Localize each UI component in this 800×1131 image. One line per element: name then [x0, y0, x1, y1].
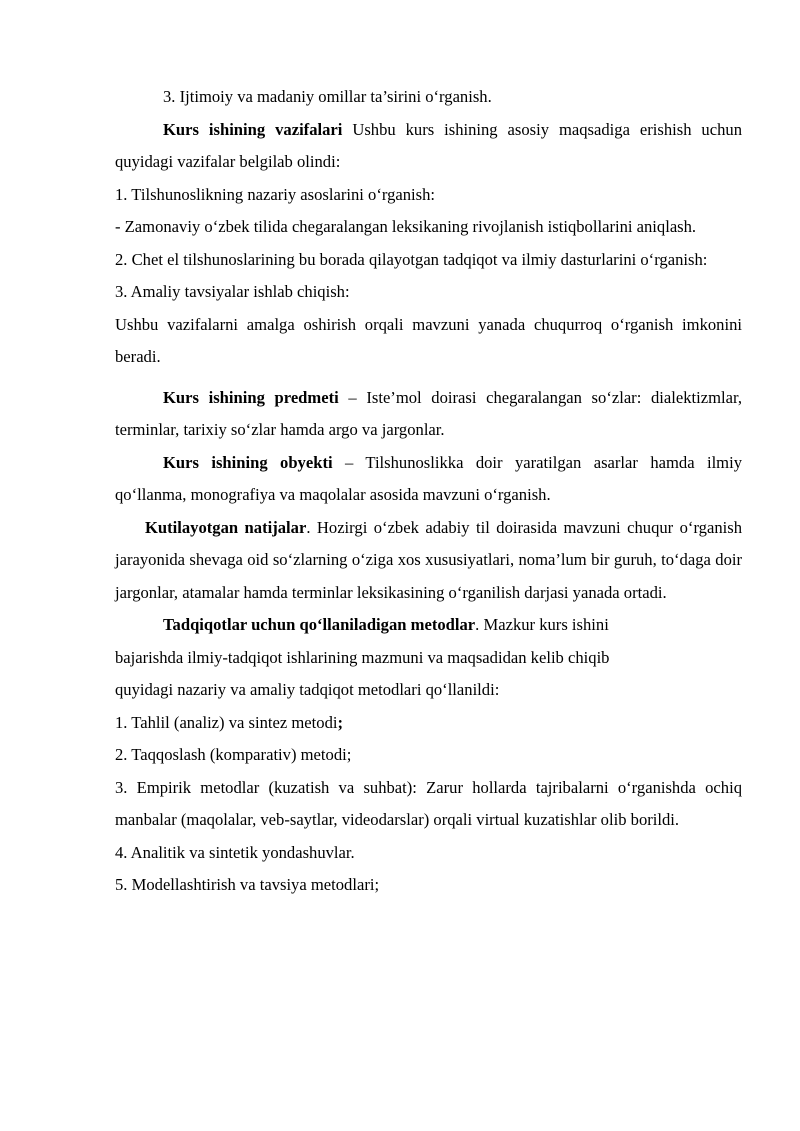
paragraph-text: 5. Modellashtirish va tavsiya metodlari;: [115, 875, 380, 894]
paragraph-tasks: [115, 114, 742, 179]
paragraph-text: 3. Empirik metodlar (kuzatish va suhbat): Zarur hollarda tajribalarni o‘rganishda ochiq manbalar (maqolalar, veb-saytlar, videodarslar) orqali virtual kuzatishlar olib borildi.: [115, 777, 742, 829]
tasks-heading: Kurs ishining vazifalari: [163, 119, 343, 139]
paragraph-text: - Zamonaviy o‘zbek tilida chegaralangan leksikaning rivojlanish istiqbollarini aniqlash.: [115, 217, 697, 236]
paragraph-text: 1. Tahlil (analiz) va sintez metodi: [115, 712, 338, 732]
paragraph-methods-line3: [115, 674, 742, 707]
paragraph-object: [115, 447, 742, 512]
methods-heading: Tadqiqotlar uchun qo‘llaniladigan metodlar: [163, 615, 476, 634]
paragraph-methods-line2: [115, 642, 742, 675]
subject-text: – Iste’mol doirasi chegaralangan so‘zlar: dialektizmlar, terminlar, tarixiy so‘zlar hamda argo va jargonlar.: [115, 387, 742, 439]
list-item-theory: [115, 179, 742, 212]
object-heading: Kurs ishining obyekti: [163, 452, 333, 472]
results-text: . Hozirgi o‘zbek adabiy til doirasida mavzuni chuqur o‘rganish jarayonida shevaga oid so‘zlarning o‘ziga xos xususiyatlari, noma’lum bir guruh, to‘daga doir jargonlar, atamalar hamda terminlar leksikasining o‘rganilish darjasi yanada ortadi.: [115, 517, 742, 602]
list-item-recommendations: [115, 276, 742, 309]
method-item-empirical: [115, 772, 742, 837]
paragraph-text: 3. Amaliy tavsiyalar ishlab chiqish:: [115, 282, 350, 301]
method-item-modelling: [115, 869, 742, 902]
document-page: [115, 81, 742, 902]
paragraph-text: bajarishda ilmiy-tadqiqot ishlarining mazmuni va maqsadidan kelib chiqib: [115, 647, 610, 667]
paragraph-text: Ushbu vazifalarni amalga oshirish orqali mavzuni yanada chuqurroq o‘rganish imkonini beradi.: [115, 314, 742, 366]
subject-heading: Kurs ishining predmeti: [163, 387, 339, 407]
paragraph-methods: [115, 609, 742, 642]
method-item-comparison: [115, 739, 742, 772]
paragraph-text: 4. Analitik va sintetik yondashuvlar.: [115, 842, 355, 862]
paragraph-text: 1. Tilshunoslikning nazariy asoslarini o‘rganish:: [115, 184, 436, 204]
paragraph-text: 3. Ijtimoiy va madaniy omillar ta’sirini o‘rganish.: [163, 87, 492, 106]
paragraph-text: quyidagi nazariy va amaliy tadqiqot metodlari qo‘llanildi:: [115, 680, 500, 699]
list-item-foreign-research: [115, 244, 742, 277]
results-heading: Kutilayotgan natijalar: [145, 517, 307, 537]
list-item-prospects: [115, 211, 742, 244]
paragraph-text: 2. Chet el tilshunoslarining bu borada qilayotgan tadqiqot va ilmiy dasturlarini o‘rganish:: [115, 249, 708, 269]
paragraph-text: 2. Taqqoslash (komparativ) metodi;: [115, 745, 352, 764]
paragraph-social-factors: [115, 81, 742, 114]
bold-semicolon: ;: [337, 712, 344, 732]
method-item-analysis: [115, 707, 742, 740]
object-text: – Tilshunoslikka doir yaratilgan asarlar hamda ilmiy qo‘llanma, monografiya va maqolalar asosida mavzuni o‘rganish.: [115, 452, 742, 504]
methods-text-line1: . Mazkur kurs ishini: [475, 615, 609, 634]
paragraph-expected-results: [115, 512, 742, 610]
tasks-text: Ushbu kurs ishining asosiy maqsadiga erishish uchun quyidagi vazifalar belgilab olindi:: [115, 119, 742, 171]
paragraph-tasks-summary: [115, 309, 742, 374]
paragraph-subject: [115, 382, 742, 447]
method-item-analytic: [115, 837, 742, 870]
